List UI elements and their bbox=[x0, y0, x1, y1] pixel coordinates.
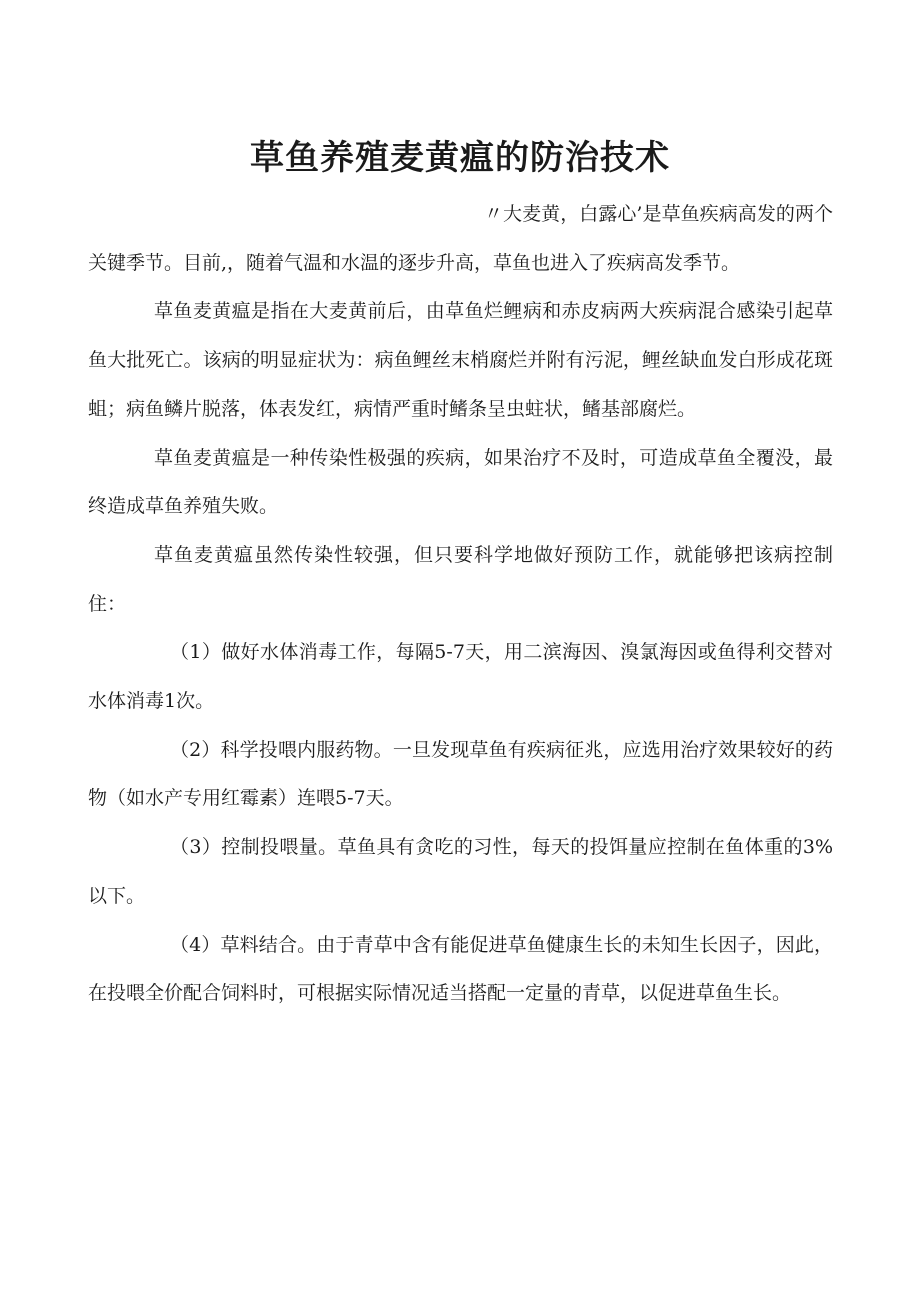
list-item-medication: （2）科学投喂内服药物。一旦发现草鱼有疾病征兆，应选用治疗效果较好的药物（如水产专用红霉素）连喂5-7天。 bbox=[88, 738, 833, 810]
paragraph-definition: 草鱼麦黄瘟是指在大麦黄前后，由草鱼烂鲤病和赤皮病两大疾病混合感染引起草鱼大批死亡。该病的明显症状为：病鱼鲤丝末梢腐烂并附有污泥，鲤丝缺血发白形成花斑蛆；病鱼鳞片脱落，体表发红，病情严重时鳍条呈虫蛀状，鳍基部腐烂。 bbox=[88, 300, 833, 420]
list-item-disinfection: （1）做好水体消毒工作，每隔5-7天，用二滨海因、溴氯海因或鱼得利交替对水体消毒1次。 bbox=[88, 641, 833, 713]
page-title: 草鱼养殖麦黄瘟的防治技术 bbox=[250, 138, 670, 178]
paragraph-intro: 〃大麦黄，白露心’是草鱼疾病高发的两个关键季节。目前,，随着气温和水温的逐步升高，草鱼也进入了疾病高发季节。 bbox=[88, 203, 833, 274]
list-item-feeding-control: （3）控制投喂量。草鱼具有贪吃的习性，每天的投饵量应控制在鱼体重的3%以下。 bbox=[88, 836, 833, 907]
list-item-grass-feed: （4）草料结合。由于青草中含有能促进草鱼健康生长的未知生长因子，因此，在投喂全价配合饲料时，可根据实际情况适当搭配一定量的青草，以促进草鱼生长。 bbox=[88, 933, 833, 1005]
paragraph-prevention-intro: 草鱼麦黄瘟虽然传染性较强，但只要科学地做好预防工作，就能够把该病控制住： bbox=[88, 543, 833, 615]
paragraph-severity: 草鱼麦黄瘟是一种传染性极强的疾病，如果治疗不及时，可造成草鱼全覆没，最终造成草鱼养殖失败。 bbox=[88, 446, 833, 518]
document-body bbox=[88, 190, 833, 1018]
